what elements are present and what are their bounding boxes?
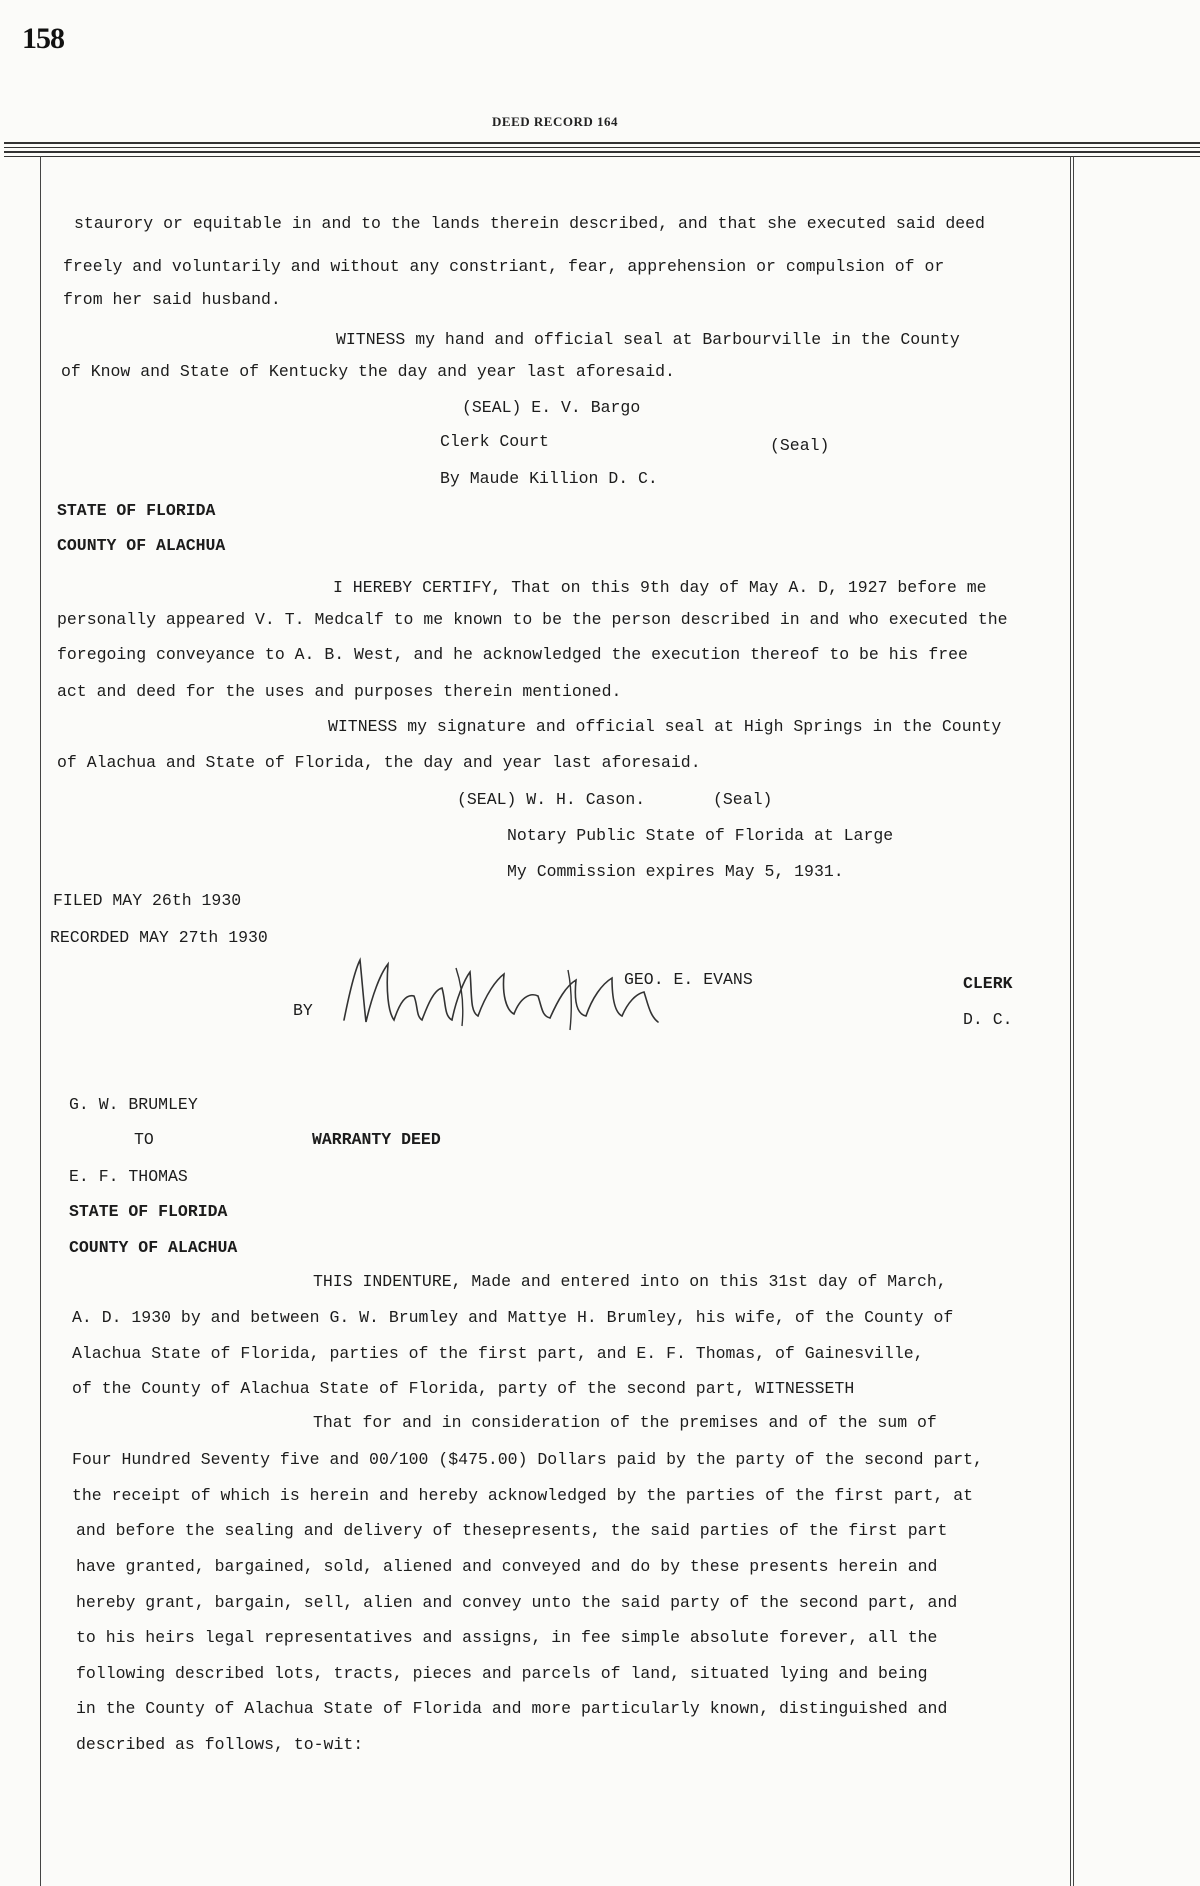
left-margin-line <box>40 156 41 1886</box>
clerk-name: GEO. E. EVANS <box>624 970 753 989</box>
clerk-title: CLERK <box>963 974 1013 993</box>
state-heading: STATE OF FLORIDA <box>69 1202 228 1221</box>
text-line: A. D. 1930 by and between G. W. Brumley and Mattye H. Brumley, his wife, of the County of <box>72 1308 954 1327</box>
text-line: I HEREBY CERTIFY, That on this 9th day of May A. D, 1927 before me <box>333 578 987 597</box>
filed-date: FILED MAY 26th 1930 <box>53 891 242 910</box>
by-label: BY <box>293 1001 313 1020</box>
text-line: of Know and State of Kentucky the day and year last aforesaid. <box>61 362 675 381</box>
county-heading: COUNTY OF ALACHUA <box>69 1238 238 1257</box>
deputy-clerk-title: D. C. <box>963 1010 1013 1029</box>
text-line: described as follows, to-wit: <box>76 1735 364 1754</box>
text-line: of the County of Alachua State of Florida, party of the second part, WITNESSETH <box>72 1379 855 1398</box>
text-line: the receipt of which is herein and hereby acknowledged by the parties of the first part, at <box>72 1486 974 1505</box>
page-number: 158 <box>22 22 64 55</box>
text-line: Alachua State of Florida, parties of the first part, and E. F. Thomas, of Gainesville, <box>72 1344 924 1363</box>
deputy-clerk-line: By Maude Killion D. C. <box>440 469 658 488</box>
signature-title-line: Clerk Court <box>440 432 549 451</box>
deed-type-heading: WARRANTY DEED <box>312 1130 441 1149</box>
text-line: act and deed for the uses and purposes therein mentioned. <box>57 682 622 701</box>
notary-title-line: Notary Public State of Florida at Large <box>507 826 894 845</box>
text-line: WITNESS my signature and official seal at High Springs in the County <box>328 717 1002 736</box>
text-line: personally appeared V. T. Medcalf to me known to be the person described in and who executed the <box>57 610 1008 629</box>
header-rule <box>4 142 1200 144</box>
text-line: hereby grant, bargain, sell, alien and convey unto the said party of the second part, and <box>76 1593 958 1612</box>
signature-seal-line: (SEAL) W. H. Cason. <box>457 790 646 809</box>
page-title: DEED RECORD 164 <box>492 114 618 129</box>
grantee-name: E. F. THOMAS <box>69 1167 188 1186</box>
text-line: freely and voluntarily and without any constriant, fear, apprehension or compulsion of or <box>63 257 945 276</box>
state-heading: STATE OF FLORIDA <box>57 501 216 520</box>
text-line: to his heirs legal representatives and assigns, in fee simple absolute forever, all the <box>76 1628 938 1647</box>
right-margin-line <box>1073 156 1074 1886</box>
header-rule <box>4 151 1200 153</box>
text-line: That for and in consideration of the premises and of the sum of <box>313 1413 937 1432</box>
right-margin-line <box>1070 156 1071 1886</box>
grantor-name: G. W. BRUMLEY <box>69 1095 198 1114</box>
text-line: foregoing conveyance to A. B. West, and he acknowledged the execution thereof to be his free <box>57 645 968 664</box>
text-line: WITNESS my hand and official seal at Barbourville in the County <box>336 330 960 349</box>
recorded-date: RECORDED MAY 27th 1930 <box>50 928 268 947</box>
signature-seal-line: (SEAL) E. V. Bargo <box>462 398 641 417</box>
header-rule <box>4 156 1200 157</box>
text-line: in the County of Alachua State of Florida and more particularly known, distinguished and <box>76 1699 948 1718</box>
header-rule <box>4 147 1200 148</box>
text-line: and before the sealing and delivery of thesepresents, the said parties of the first part <box>76 1521 948 1540</box>
county-heading: COUNTY OF ALACHUA <box>57 536 226 555</box>
to-label: TO <box>134 1130 154 1149</box>
text-line: THIS INDENTURE, Made and entered into on this 31st day of March, <box>313 1272 947 1291</box>
commission-line: My Commission expires May 5, 1931. <box>507 862 844 881</box>
text-line: of Alachua and State of Florida, the day and year last aforesaid. <box>57 753 701 772</box>
seal-label: (Seal) <box>770 436 830 455</box>
text-line: Four Hundred Seventy five and 00/100 ($475.00) Dollars paid by the party of the second part, <box>72 1450 983 1469</box>
text-line: have granted, bargained, sold, aliened and conveyed and do by these presents herein and <box>76 1557 938 1576</box>
text-line: staurory or equitable in and to the lands therein described, and that she executed said deed <box>74 214 985 233</box>
seal-label: (Seal) <box>713 790 773 809</box>
text-line: following described lots, tracts, pieces and parcels of land, situated lying and being <box>76 1664 928 1683</box>
handwritten-signature <box>336 950 696 1040</box>
text-line: from her said husband. <box>63 290 281 309</box>
